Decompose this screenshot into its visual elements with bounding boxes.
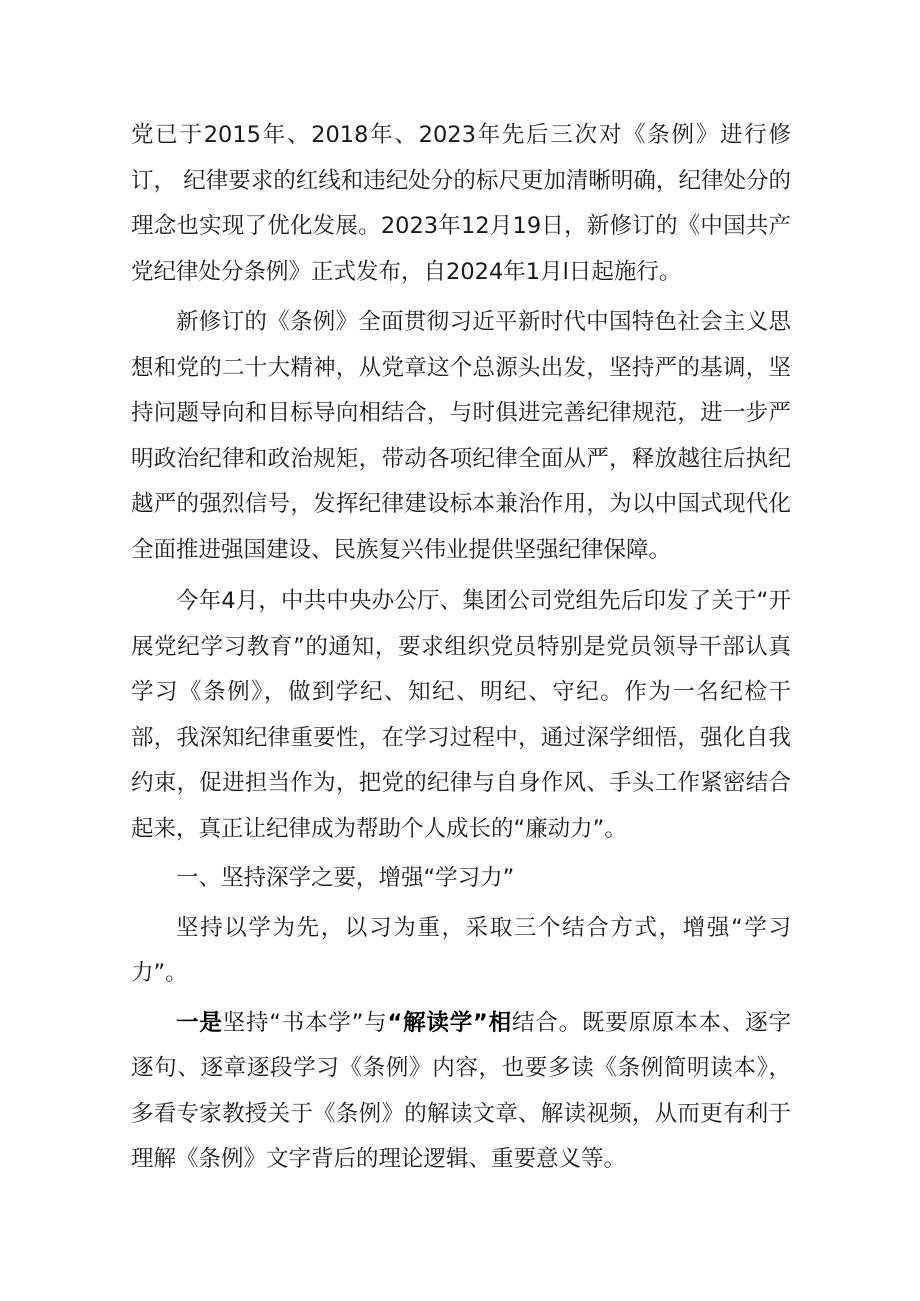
paragraph-text-segment: 结合。既要原原本本、逐字逐句、逐章逐段学习《条例》内容，也要多读《条例简明读本》，多看专家教授关于《条例》的解读文章、解读视频，从而更有利于理解《条例》文字背后的理论逻辑、重要意义等。 [131,1009,791,1172]
paragraph-new-regulation-significance: 新修订的《条例》全面贯彻习近平新时代中国特色社会主义思想和党的二十大精神，从党章这个总源头出发，坚持严的基调，坚持问题导向和目标导向相结合，与时俱进完善纪律规范，进一步严明政治纪律和政治规矩，带动各项纪律全面从严，释放越往后执纪越严的强烈信号，发挥纪律建设标本兼治作用，为以中国式现代化全面推进强国建设、民族复兴伟业提供坚强纪律保障。 [131,309,791,563]
emphasis-term-suffix: 相 [487,1009,512,1036]
emphasis-term: “解读学” [387,1009,488,1036]
paragraph-study-campaign-notice: 今年4月，中共中央办公厅、集团公司党组先后印发了关于“开展党纪学习教育”的通知，要求组织党员特别是党员领导干部认真学习《条例》，做到学纪、知纪、明纪、守纪。作为一名纪检干部，我深知纪律重要性，在学习过程中，通过深学细悟，强化自我约束，促进担当作为，把党的纪律与自身作风、手头工作紧密结合起来，真正让纪律成为帮助个人成长的“廉动力”。 [131,588,791,842]
section-heading-deep-study: 一、坚持深学之要，增强“学习力” [176,865,515,891]
paragraph-revision-history: 党已于2015年、2018年、2023年先后三次对《条例》进行修订， 纪律要求的红线和违纪处分的标尺更加清晰明确，纪律处分的理念也实现了优化发展。2023年12月19日，新修订的《中国共产党纪律处分条例》正式发布，自2024年1月l日起施行。 [131,122,791,285]
paragraph-study-approach-summary: 坚持以学为先，以习为重，采取三个结合方式，增强“学习力”。 [131,914,791,986]
document-body [131,113,791,1183]
paragraph-text-segment: 坚持“书本学”与 [222,1009,388,1036]
ordinal-label: 一是 [176,1009,223,1036]
paragraph-first-combination [131,1001,791,1183]
